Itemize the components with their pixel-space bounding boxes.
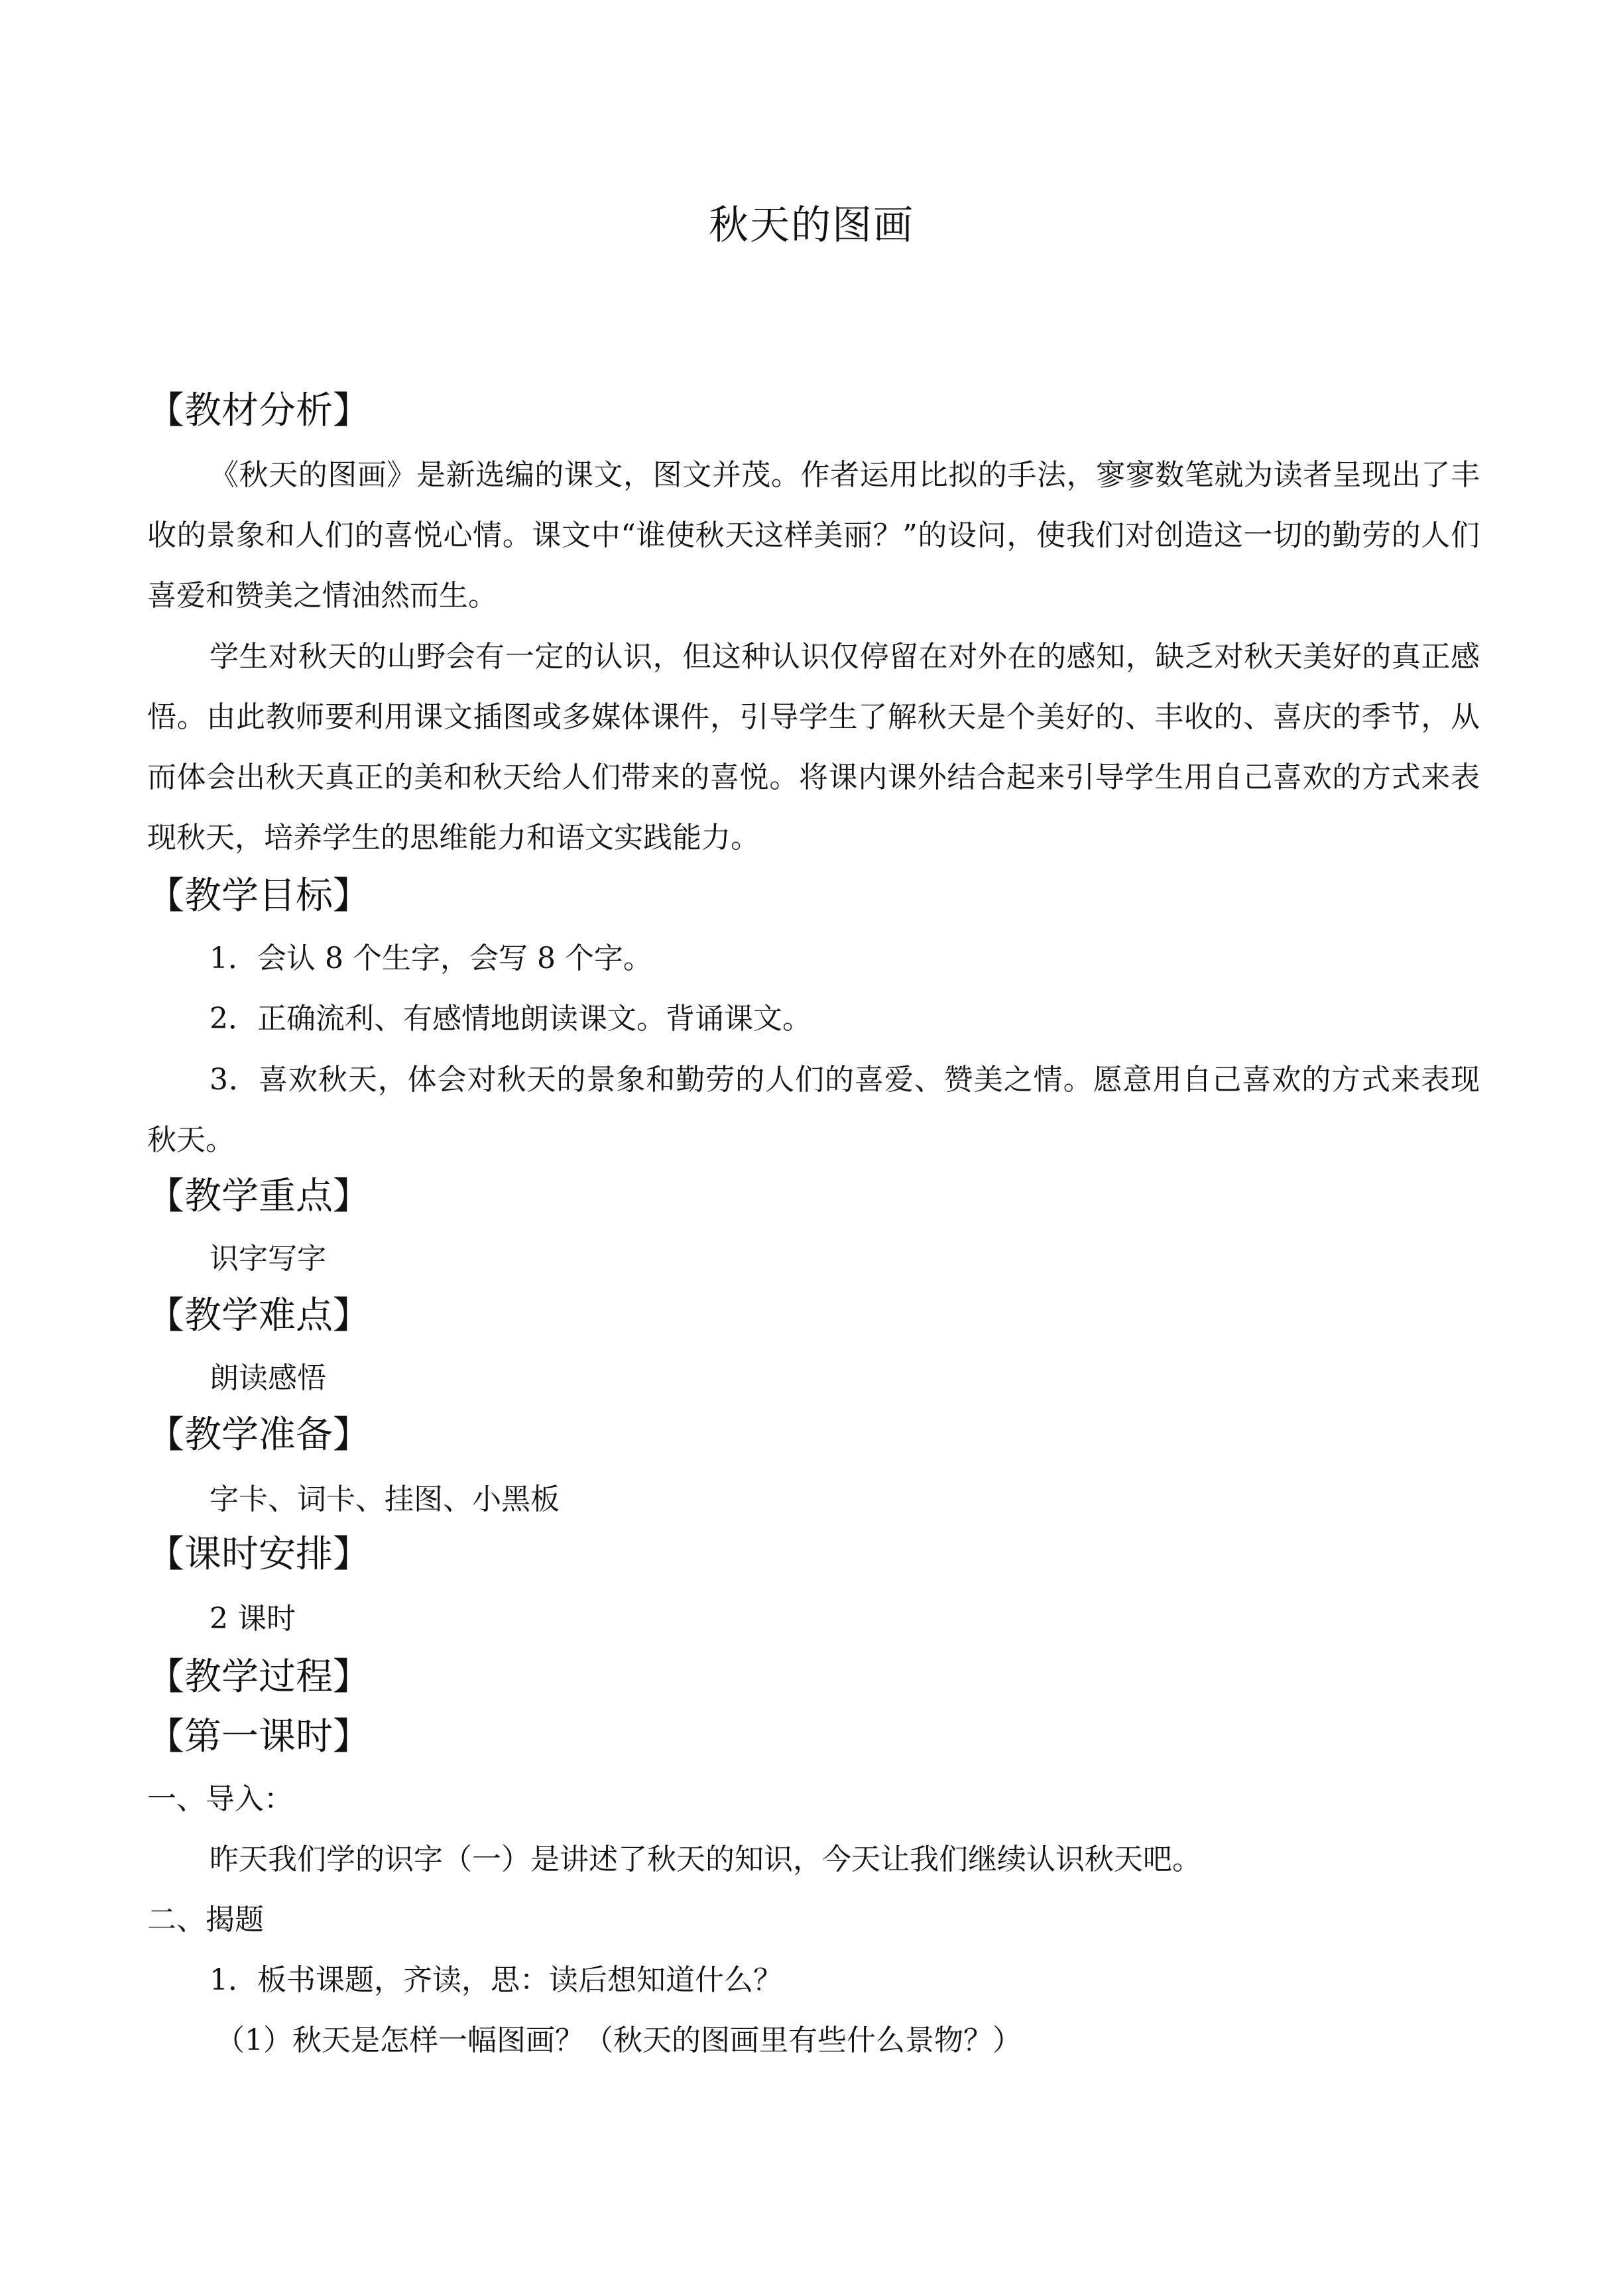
objective-item-3: 3．喜欢秋天，体会对秋天的景象和勤劳的人们的喜爱、赞美之情。愿意用自己喜欢的方式来表现秋天。	[147, 1063, 1480, 1157]
paragraph-material-analysis-1: 《秋天的图画》是新选编的课文，图文并茂。作者运用比拟的手法，寥寥数笔就为读者呈现出了丰收的景象和人们的喜悦心情。课文中“谁使秋天这样美丽？”的设问，使我们对创造这一切的勤劳的人们喜爱和赞美之情油然而生。	[147, 458, 1480, 613]
section-intro-heading: 一、导入：	[147, 1782, 293, 1816]
heading-process: 【教学过程】	[147, 1656, 370, 1699]
section-topic-heading: 二、揭题	[147, 1903, 264, 1937]
page-title: 秋天的图画	[709, 202, 914, 249]
heading-preparation: 【教学准备】	[147, 1414, 370, 1457]
objective-item-1: 1．会认 8 个生字，会写 8 个字。	[210, 941, 652, 975]
objective-item-2: 2．正确流利、有感情地朗读课文。背诵课文。	[210, 1002, 812, 1036]
paragraph-material-analysis-2: 学生对秋天的山野会有一定的认识，但这种认识仅停留在对外在的感知，缺乏对秋天美好的真正感悟。由此教师要利用课文插图或多媒体课件，引导学生了解秋天是个美好的、丰收的、喜庆的季节，从而体会出秋天真正的美和秋天给人们带来的喜悦。将课内课外结合起来引导学生用自己喜欢的方式来表现秋天，培养学生的思维能力和语文实践能力。	[147, 640, 1480, 855]
heading-objectives: 【教学目标】	[147, 875, 370, 918]
section-intro-text: 昨天我们学的识字（一）是讲述了秋天的知识，今天让我们继续认识秋天吧。	[210, 1843, 1201, 1876]
heading-difficulties: 【教学难点】	[147, 1294, 370, 1337]
topic-item-1-sub-1: （1）秋天是怎样一幅图画？（秋天的图画里有些什么景物？）	[215, 2024, 1022, 2057]
key-points-text: 识字写字	[210, 1242, 326, 1276]
difficulties-text: 朗读感悟	[210, 1361, 326, 1395]
preparation-text: 字卡、词卡、挂图、小黑板	[210, 1482, 560, 1516]
heading-schedule: 【课时安排】	[147, 1533, 370, 1576]
heading-first-lesson: 【第一课时】	[147, 1715, 370, 1758]
schedule-text: 2 课时	[210, 1602, 296, 1636]
heading-material-analysis: 【教材分析】	[147, 389, 370, 432]
heading-key-points: 【教学重点】	[147, 1175, 370, 1218]
topic-item-1: 1．板书课题，齐读，思：读后想知道什么？	[210, 1963, 782, 1997]
